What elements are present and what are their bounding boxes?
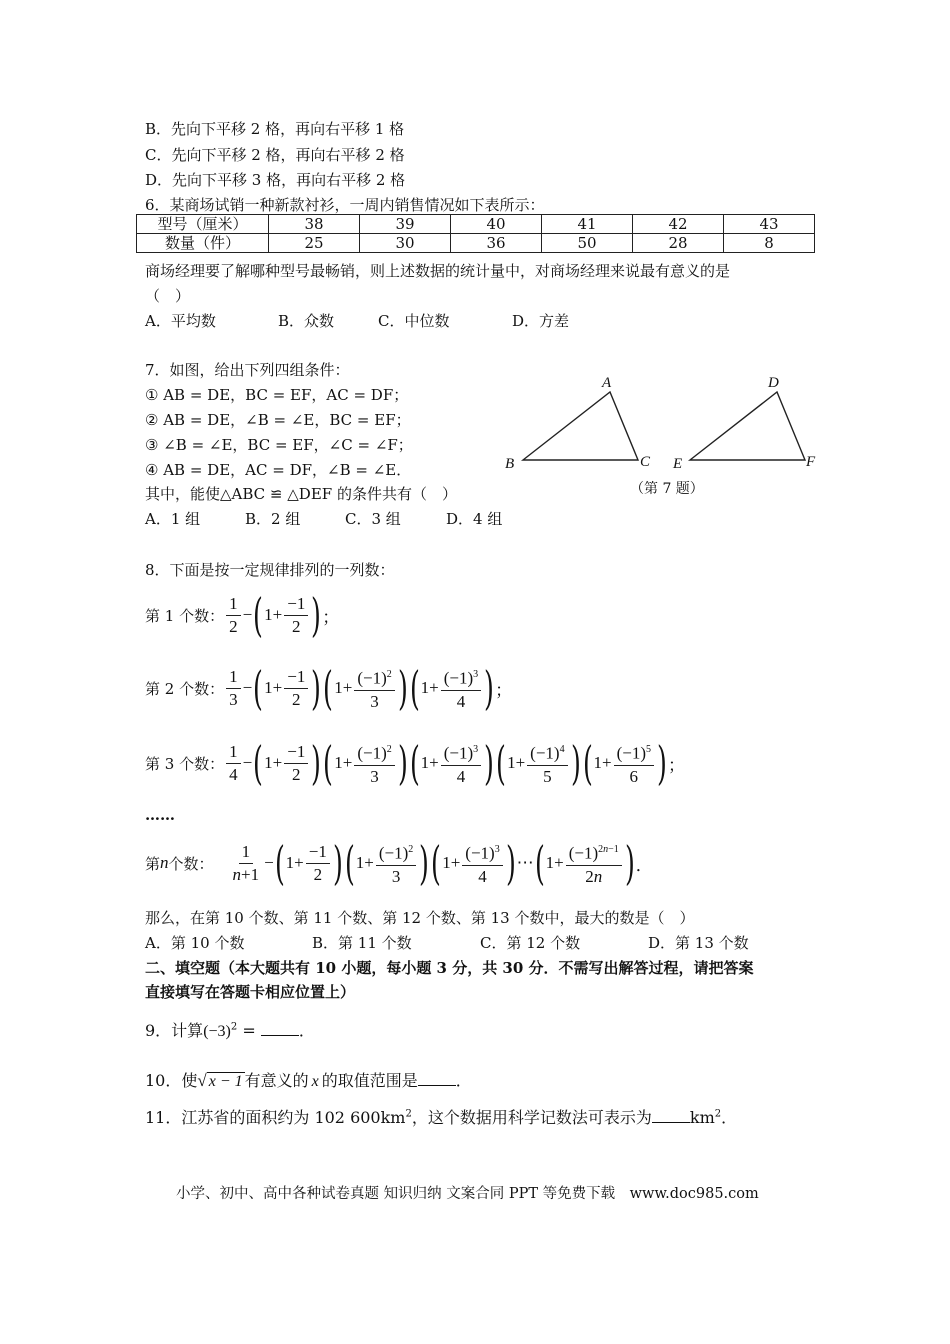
table-cell: 38 — [269, 215, 360, 234]
label-b: B — [505, 456, 515, 472]
q8-option-d: D．第 13 个数 — [648, 934, 749, 952]
table-cell: 数量（件） — [137, 234, 269, 253]
table-cell: 42 — [633, 215, 724, 234]
q11-mid: ，这个数据用科学记数法可表示为 — [411, 1108, 652, 1127]
label-e: E — [673, 456, 683, 472]
table-cell: 43 — [724, 215, 815, 234]
q8-nth-post: 个数： — [168, 854, 214, 873]
q7-question: 其中，能使△ABC ≌ △DEF 的条件共有（ ） — [145, 485, 457, 503]
q7-caption: （第 7 题） — [630, 481, 704, 497]
triangle-abc — [523, 392, 638, 460]
q8-question: 那么，在第 10 个数、第 11 个数、第 12 个数、第 13 个数中，最大的数是（ ） — [145, 909, 695, 927]
q9-answer-blank — [261, 1021, 299, 1036]
q5-option-c: C．先向下平移 2 格，再向右平移 2 格 — [145, 146, 405, 164]
q8-second-label: 第 2 个数： — [145, 679, 225, 698]
table-cell: 39 — [360, 215, 451, 234]
q7-condition-1: ① AB = DE，BC = EF，AC = DF； — [145, 386, 409, 404]
q8-nth-pre: 第 — [145, 854, 161, 873]
q9-pre: 9．计算 — [145, 1021, 204, 1040]
section-2-heading-line1: 二、填空题（本大题共有 10 小题，每小题 3 分，共 30 分．不需写出解答过程，请把答案 — [145, 959, 754, 977]
table-cell: 36 — [451, 234, 542, 253]
section-2-heading-line2: 直接填写在答题卡相应位置上） — [145, 983, 356, 1001]
q8-third-label: 第 3 个数： — [145, 754, 225, 773]
label-d: D — [768, 375, 779, 391]
q11-pre: 11．江苏省的面积约为 102 600km — [145, 1108, 406, 1127]
q10-radicand: x − 1 — [208, 1073, 243, 1090]
q6-stem: 6．某商场试销一种新款衬衫，一周内销售情况如下表所示： — [145, 196, 545, 214]
fraction: $\frac{1}{2}$ — [226, 594, 241, 637]
q8-option-c: C．第 12 个数 — [480, 934, 581, 952]
q8-first-label: 第 1 个数： — [145, 606, 225, 625]
q6-question: 商场经理要了解哪种型号最畅销，则上述数据的统计量中，对商场经理来说最有意义的是 — [145, 262, 731, 280]
q7-option-c: C．3 组 — [345, 510, 401, 528]
label-c: C — [640, 454, 651, 470]
table-cell: 50 — [542, 234, 633, 253]
q9: 9．计算$(-3)^2$ = ． — [145, 1021, 315, 1040]
table-cell: 41 — [542, 215, 633, 234]
q10-var: x — [311, 1073, 319, 1090]
q10-pre: 10．使 — [145, 1071, 198, 1090]
q8-option-a: A．第 10 个数 — [145, 934, 245, 952]
table-cell: 40 — [451, 215, 542, 234]
q6-option-c: C．中位数 — [378, 312, 450, 330]
table-cell: 28 — [633, 234, 724, 253]
q7-option-b: B．2 组 — [245, 510, 301, 528]
q10-answer-blank — [418, 1071, 456, 1086]
q11: 11．江苏省的面积约为 102 $600km^2$，这个数据用科学记数法可表示为 $km^2$． — [145, 1108, 738, 1127]
q8-third-number: 第 3 个数： $\frac{1}{4}$ − ( 1+ $\frac{-1}{2}$ ) ( 1+ $\frac{(-1)^2}{3}$ ) ( 1+ $\frac{(-1)^3}{4}$ ) ( 1+ $\frac{(-1)^4}{5}$ ) ( 1+ $\frac{(-1)^5}{6}$ ) ； — [145, 736, 685, 791]
q8-second-number: 第 2 个数： $\frac{1}{3}$ − ( 1+ $\frac{-1}{2}$ ) ( 1+ $\frac{(-1)^2}{3}$ ) ( 1+ $\frac{(-1)^3}{4}$ ) ； — [145, 661, 513, 716]
q7-condition-4: ④ AB = DE，AC = DF，∠B = ∠E． — [145, 461, 412, 479]
q7-condition-3: ③ ∠B = ∠E，BC = EF，∠C = ∠F； — [145, 436, 413, 454]
q11-exponent: 2 — [405, 1108, 412, 1120]
q9-equals: = — [237, 1021, 261, 1040]
q7-option-a: A．1 组 — [145, 510, 201, 528]
q5-option-b: B．先向下平移 2 格，再向右平移 1 格 — [145, 120, 405, 138]
q7-condition-2: ② AB = DE，∠B = ∠E，BC = EF； — [145, 411, 411, 429]
q10-mid: 有意义的 — [244, 1071, 309, 1090]
label-f: F — [806, 454, 816, 470]
q7-stem: 7．如图，给出下列四组条件： — [145, 361, 350, 379]
table-row — [137, 215, 815, 234]
table-row — [137, 234, 815, 253]
q7-triangles-figure — [495, 370, 825, 505]
table-cell: 30 — [360, 234, 451, 253]
q6-option-d: D．方差 — [512, 312, 570, 330]
q8-nth-number: 第 n 个数： $\frac{1}{n+1}$ − ( 1+ $\frac{-1}{2}$ ) ( 1+ $\frac{(-1)^2}{3}$ ) ( 1+ $\frac{(-1)^3}{4}$ ) ⋯ ( 1+ $\frac{(-1)^{2n-1}}{2n}$ ) ． — [145, 836, 653, 891]
q6-option-a: A．平均数 — [145, 312, 216, 330]
q8-first-number: 第 1 个数： $\frac{1}{2}$ − ( 1+ $\frac{-1}{2}$ ) ； — [145, 588, 340, 642]
q5-option-d: D．先向下平移 3 格，再向右平移 2 格 — [145, 171, 406, 189]
q11-unit-exponent: 2 — [714, 1108, 722, 1120]
q8-nth-n: n — [160, 853, 169, 873]
q6-option-b: B．众数 — [278, 312, 335, 330]
table-cell: 8 — [724, 234, 815, 253]
q8-stem: 8．下面是按一定规律排列的一列数： — [145, 561, 395, 579]
q10: 10．使√ x − 1 有意义的 x 的取值范围是 ． — [145, 1071, 472, 1090]
label-a: A — [602, 375, 612, 391]
page-footer: 小学、初中、高中各种试卷真题 知识归纳 文案合同 PPT 等免费下载 www.doc985.com — [176, 1186, 759, 1202]
sqrt-sign: √ — [197, 1071, 207, 1090]
q8-ellipsis: …… — [145, 806, 175, 824]
q9-expr: (−3) — [203, 1023, 231, 1040]
table-cell: 25 — [269, 234, 360, 253]
triangle-def — [690, 392, 805, 460]
q8-option-b: B．第 11 个数 — [312, 934, 412, 952]
q10-post: 的取值范围是 — [321, 1071, 418, 1090]
table-cell: 型号（厘米） — [137, 215, 269, 234]
q7-option-d: D．4 组 — [446, 510, 503, 528]
q9-exponent: 2 — [230, 1021, 238, 1033]
q11-unit: km — [689, 1108, 715, 1127]
q6-sales-table — [136, 214, 815, 253]
q6-paren: （ ） — [145, 287, 191, 305]
q11-answer-blank — [652, 1108, 690, 1123]
